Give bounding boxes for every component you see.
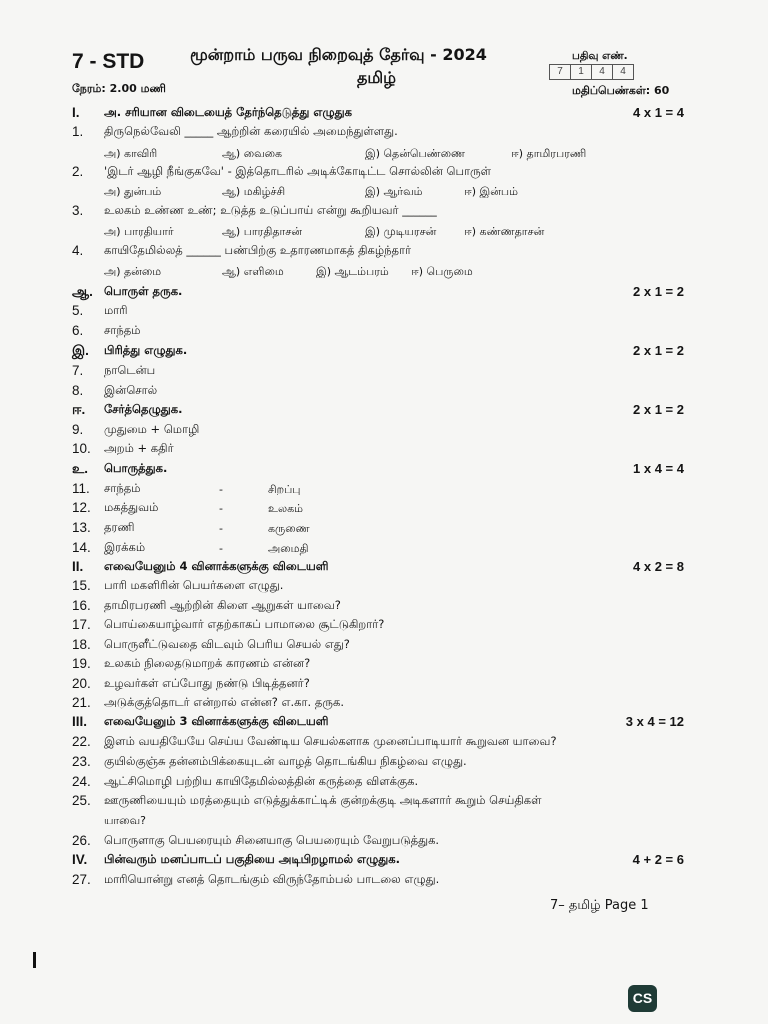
question-row <box>72 441 672 460</box>
question-row <box>72 422 672 441</box>
question-row <box>72 617 672 636</box>
question-text: 'இடர் ஆழி நீங்குகவே' - இத்தொடரில் அடிக்கோடிட்ட சொல்லின் பொருள் <box>104 164 492 178</box>
question-text: முதுமை + மொழி <box>104 422 200 436</box>
question-row <box>72 833 672 852</box>
section-label: பொருள் தருக. <box>104 284 183 298</box>
match-dash: - <box>219 502 223 515</box>
section-score: 4 x 2 = 8 <box>633 559 684 574</box>
question-number: 5. <box>72 303 84 318</box>
option: இ) முடியரசன் <box>365 225 437 238</box>
question-number: 6. <box>72 323 84 338</box>
question-row <box>72 695 672 714</box>
option: அ) பாரதியார் <box>104 225 174 238</box>
option: ஈ) இன்பம் <box>464 185 518 198</box>
question-text: நாடென்ப <box>104 363 156 377</box>
question-text: உலகம் உண்ண உண்; உடுத்த உடுப்பாய் என்று கூறியவர் ______ <box>104 203 437 217</box>
match-dash: - <box>219 542 223 555</box>
question-row <box>72 598 672 617</box>
section-number: II. <box>72 559 84 574</box>
section-heading <box>72 343 684 362</box>
option: ஆ) வைகை <box>222 147 283 160</box>
section-number: IV. <box>72 852 88 867</box>
question-row <box>72 872 672 891</box>
question-number: 23. <box>72 754 91 769</box>
question-text-continued: யாவை? <box>104 814 146 827</box>
question-number: 2. <box>72 164 84 179</box>
question-text: உழவர்கள் எப்போது நண்டு பிடித்தனர்? <box>104 676 310 690</box>
section-label: எவையேனும் 4 வினாக்களுக்கு விடையளி <box>104 559 329 573</box>
section-score: 2 x 1 = 2 <box>633 284 684 299</box>
section-heading <box>72 559 684 578</box>
question-text: பாரி மகளிரின் பெயர்களை எழுது. <box>104 578 284 592</box>
option: இ) ஆர்வம் <box>365 185 423 198</box>
question-number: 16. <box>72 598 91 613</box>
question-text: பொய்கையாழ்வார் எதற்காகப் பாமாலை சூட்டுகிறார்? <box>104 617 385 631</box>
question-number: 3. <box>72 203 84 218</box>
match-dash: - <box>219 522 223 535</box>
register-digit-box: 7 <box>549 64 571 80</box>
match-row <box>72 520 672 539</box>
section-number: ஆ. <box>72 284 93 299</box>
camscanner-badge: CS <box>628 985 657 1012</box>
question-text: உலகம் நிலைதடுமாறக் காரணம் என்ன? <box>104 656 311 670</box>
question-number: 18. <box>72 637 91 652</box>
question-number: 11. <box>72 481 90 496</box>
question-number: 27. <box>72 872 91 887</box>
match-dash: - <box>219 483 223 496</box>
match-left: தரணி <box>104 520 135 534</box>
question-text: ஊருணியையும் மரத்தையும் எடுத்துக்காட்டிக் குன்றக்குடி அடிகளார் கூறும் செய்திகள் <box>104 793 542 807</box>
question-text: பொருளீட்டுவதை விடவும் பெரிய செயல் எது? <box>104 637 350 651</box>
question-number: 12. <box>72 500 91 515</box>
section-heading <box>72 105 684 124</box>
subject-title: தமிழ் <box>357 68 397 87</box>
question-row <box>72 363 672 382</box>
section-label: பிரித்து எழுதுக. <box>104 343 188 357</box>
question-number: 1. <box>72 124 84 139</box>
section-number: ஈ. <box>72 402 86 417</box>
question-row <box>72 774 672 793</box>
question-text: அடுக்குத்தொடர் என்றால் என்ன? எ.கா. தருக. <box>104 695 344 709</box>
question-text: பொருளாகு பெயரையும் சினையாகு பெயரையும் வேறுபடுத்துக. <box>104 833 440 847</box>
match-right: உலகம் <box>268 502 303 515</box>
question-number: 17. <box>72 617 91 632</box>
section-number: I. <box>72 105 80 120</box>
section-heading <box>72 461 684 480</box>
section-heading <box>72 402 684 421</box>
section-label: அ. சரியான விடையைத் தேர்ந்தெடுத்து எழுதுக <box>104 105 352 119</box>
section-heading <box>72 852 684 871</box>
match-row <box>72 540 672 559</box>
question-text: திருநெல்வேலி _____ ஆற்றின் கரையில் அமைந்துள்ளது. <box>104 124 398 138</box>
question-text: மாரி <box>104 303 128 317</box>
section-label: பொருத்துக. <box>104 461 168 475</box>
option: ஈ) பெருமை <box>411 265 473 278</box>
question-row <box>72 734 672 753</box>
register-digit-box: 4 <box>612 64 634 80</box>
match-left: மகத்துவம் <box>104 500 159 514</box>
question-number: 22. <box>72 734 91 749</box>
section-score: 2 x 1 = 2 <box>633 402 684 417</box>
question-text: காயிதேமில்லத் ______ பண்பிற்கு உதாரணமாகத் திகழ்ந்தார் <box>104 243 412 257</box>
page-footer: 7– தமிழ் Page 1 <box>550 898 649 913</box>
question-text: தாமிரபரணி ஆற்றின் கிளை ஆறுகள் யாவை? <box>104 598 341 612</box>
match-left: சாந்தம் <box>104 481 141 495</box>
register-digit-box: 4 <box>591 64 613 80</box>
option: இ) ஆடம்பரம் <box>316 265 389 278</box>
register-digit-box: 1 <box>570 64 592 80</box>
option: இ) தென்பெண்ணை <box>365 147 466 160</box>
question-text: ஆட்சிமொழி பற்றிய காயிதேமில்லத்தின் கருத்தை விளக்குக. <box>104 774 419 788</box>
question-number: 8. <box>72 383 84 398</box>
match-right: கருணை <box>268 522 310 535</box>
section-label: எவையேனும் 3 வினாக்களுக்கு விடையளி <box>104 714 329 728</box>
question-number: 26. <box>72 833 91 848</box>
total-marks: மதிப்பெண்கள்: 60 <box>572 84 670 97</box>
match-row <box>72 481 672 500</box>
option: அ) தன்மை <box>104 265 162 278</box>
option: ஆ) பாரதிதாசன் <box>222 225 302 238</box>
question-number: 9. <box>72 422 84 437</box>
question-row <box>72 793 672 812</box>
section-label: பின்வரும் மனப்பாடப் பகுதியை அடிபிறழாமல் எழுதுக. <box>104 852 400 866</box>
question-text: குயில்குஞ்சு தன்னம்பிக்கையுடன் வாழத் தொடங்கிய நிகழ்வை எழுது. <box>104 754 467 768</box>
question-number: 4. <box>72 243 84 258</box>
question-row <box>72 754 672 773</box>
section-label: சேர்த்தெழுதுக. <box>104 402 183 416</box>
question-text: மாரியொன்று எனத் தொடங்கும் விருந்தோம்பல் பாடலை எழுது. <box>104 872 440 886</box>
section-number: உ. <box>72 461 88 476</box>
option: அ) துன்பம் <box>104 185 162 198</box>
question-text: சாந்தம் <box>104 323 141 337</box>
question-text: இளம் வயதியேயே செய்ய வேண்டிய செயல்களாக முனைப்பாடியார் கூறுவன யாவை? <box>104 734 557 748</box>
question-number: 19. <box>72 656 91 671</box>
register-number-boxes <box>550 64 634 80</box>
section-score: 3 x 4 = 12 <box>625 714 684 729</box>
option: ஆ) எளிமை <box>222 265 284 278</box>
question-text: அறம் + கதிர் <box>104 441 174 455</box>
question-number: 25. <box>72 793 91 808</box>
section-score: 1 x 4 = 4 <box>633 461 684 476</box>
section-heading <box>72 284 684 303</box>
section-score: 4 x 1 = 4 <box>633 105 684 120</box>
question-row <box>72 578 672 597</box>
question-row <box>72 203 672 222</box>
question-number: 20. <box>72 676 91 691</box>
question-number: 15. <box>72 578 91 593</box>
question-row <box>72 164 672 183</box>
exam-title: மூன்றாம் பருவ நிறைவுத் தேர்வு - 2024 <box>190 45 487 64</box>
standard-label: 7 - STD <box>72 50 145 73</box>
question-row <box>72 637 672 656</box>
section-heading <box>72 714 684 733</box>
section-number: இ. <box>72 343 89 358</box>
option: ஈ) கண்ணதாசன் <box>464 225 545 238</box>
question-number: 13. <box>72 520 91 535</box>
option: ஆ) மகிழ்ச்சி <box>222 185 286 198</box>
scan-mark <box>33 952 36 968</box>
question-text: இன்சொல் <box>104 383 158 397</box>
question-number: 10. <box>72 441 91 456</box>
question-row <box>72 383 672 402</box>
question-number: 7. <box>72 363 84 378</box>
question-row <box>72 124 672 143</box>
match-left: இரக்கம் <box>104 540 146 554</box>
register-number-label: பதிவு எண். <box>572 50 628 62</box>
question-row <box>72 303 672 322</box>
section-score: 4 + 2 = 6 <box>632 852 684 867</box>
match-right: சிறப்பு <box>268 483 301 496</box>
question-row <box>72 656 672 675</box>
exam-duration: நேரம்: 2.00 மணி <box>72 82 166 95</box>
question-row <box>72 323 672 342</box>
option: ஈ) தாமிரபரணி <box>511 147 587 160</box>
question-number: 14. <box>72 540 91 555</box>
question-number: 24. <box>72 774 91 789</box>
section-number: III. <box>72 714 88 729</box>
match-row <box>72 500 672 519</box>
section-score: 2 x 1 = 2 <box>633 343 684 358</box>
match-right: அமைதி <box>268 542 309 555</box>
option: அ) காவிரி <box>104 147 158 160</box>
question-number: 21. <box>72 695 91 710</box>
question-row <box>72 243 672 262</box>
question-row <box>72 676 672 695</box>
